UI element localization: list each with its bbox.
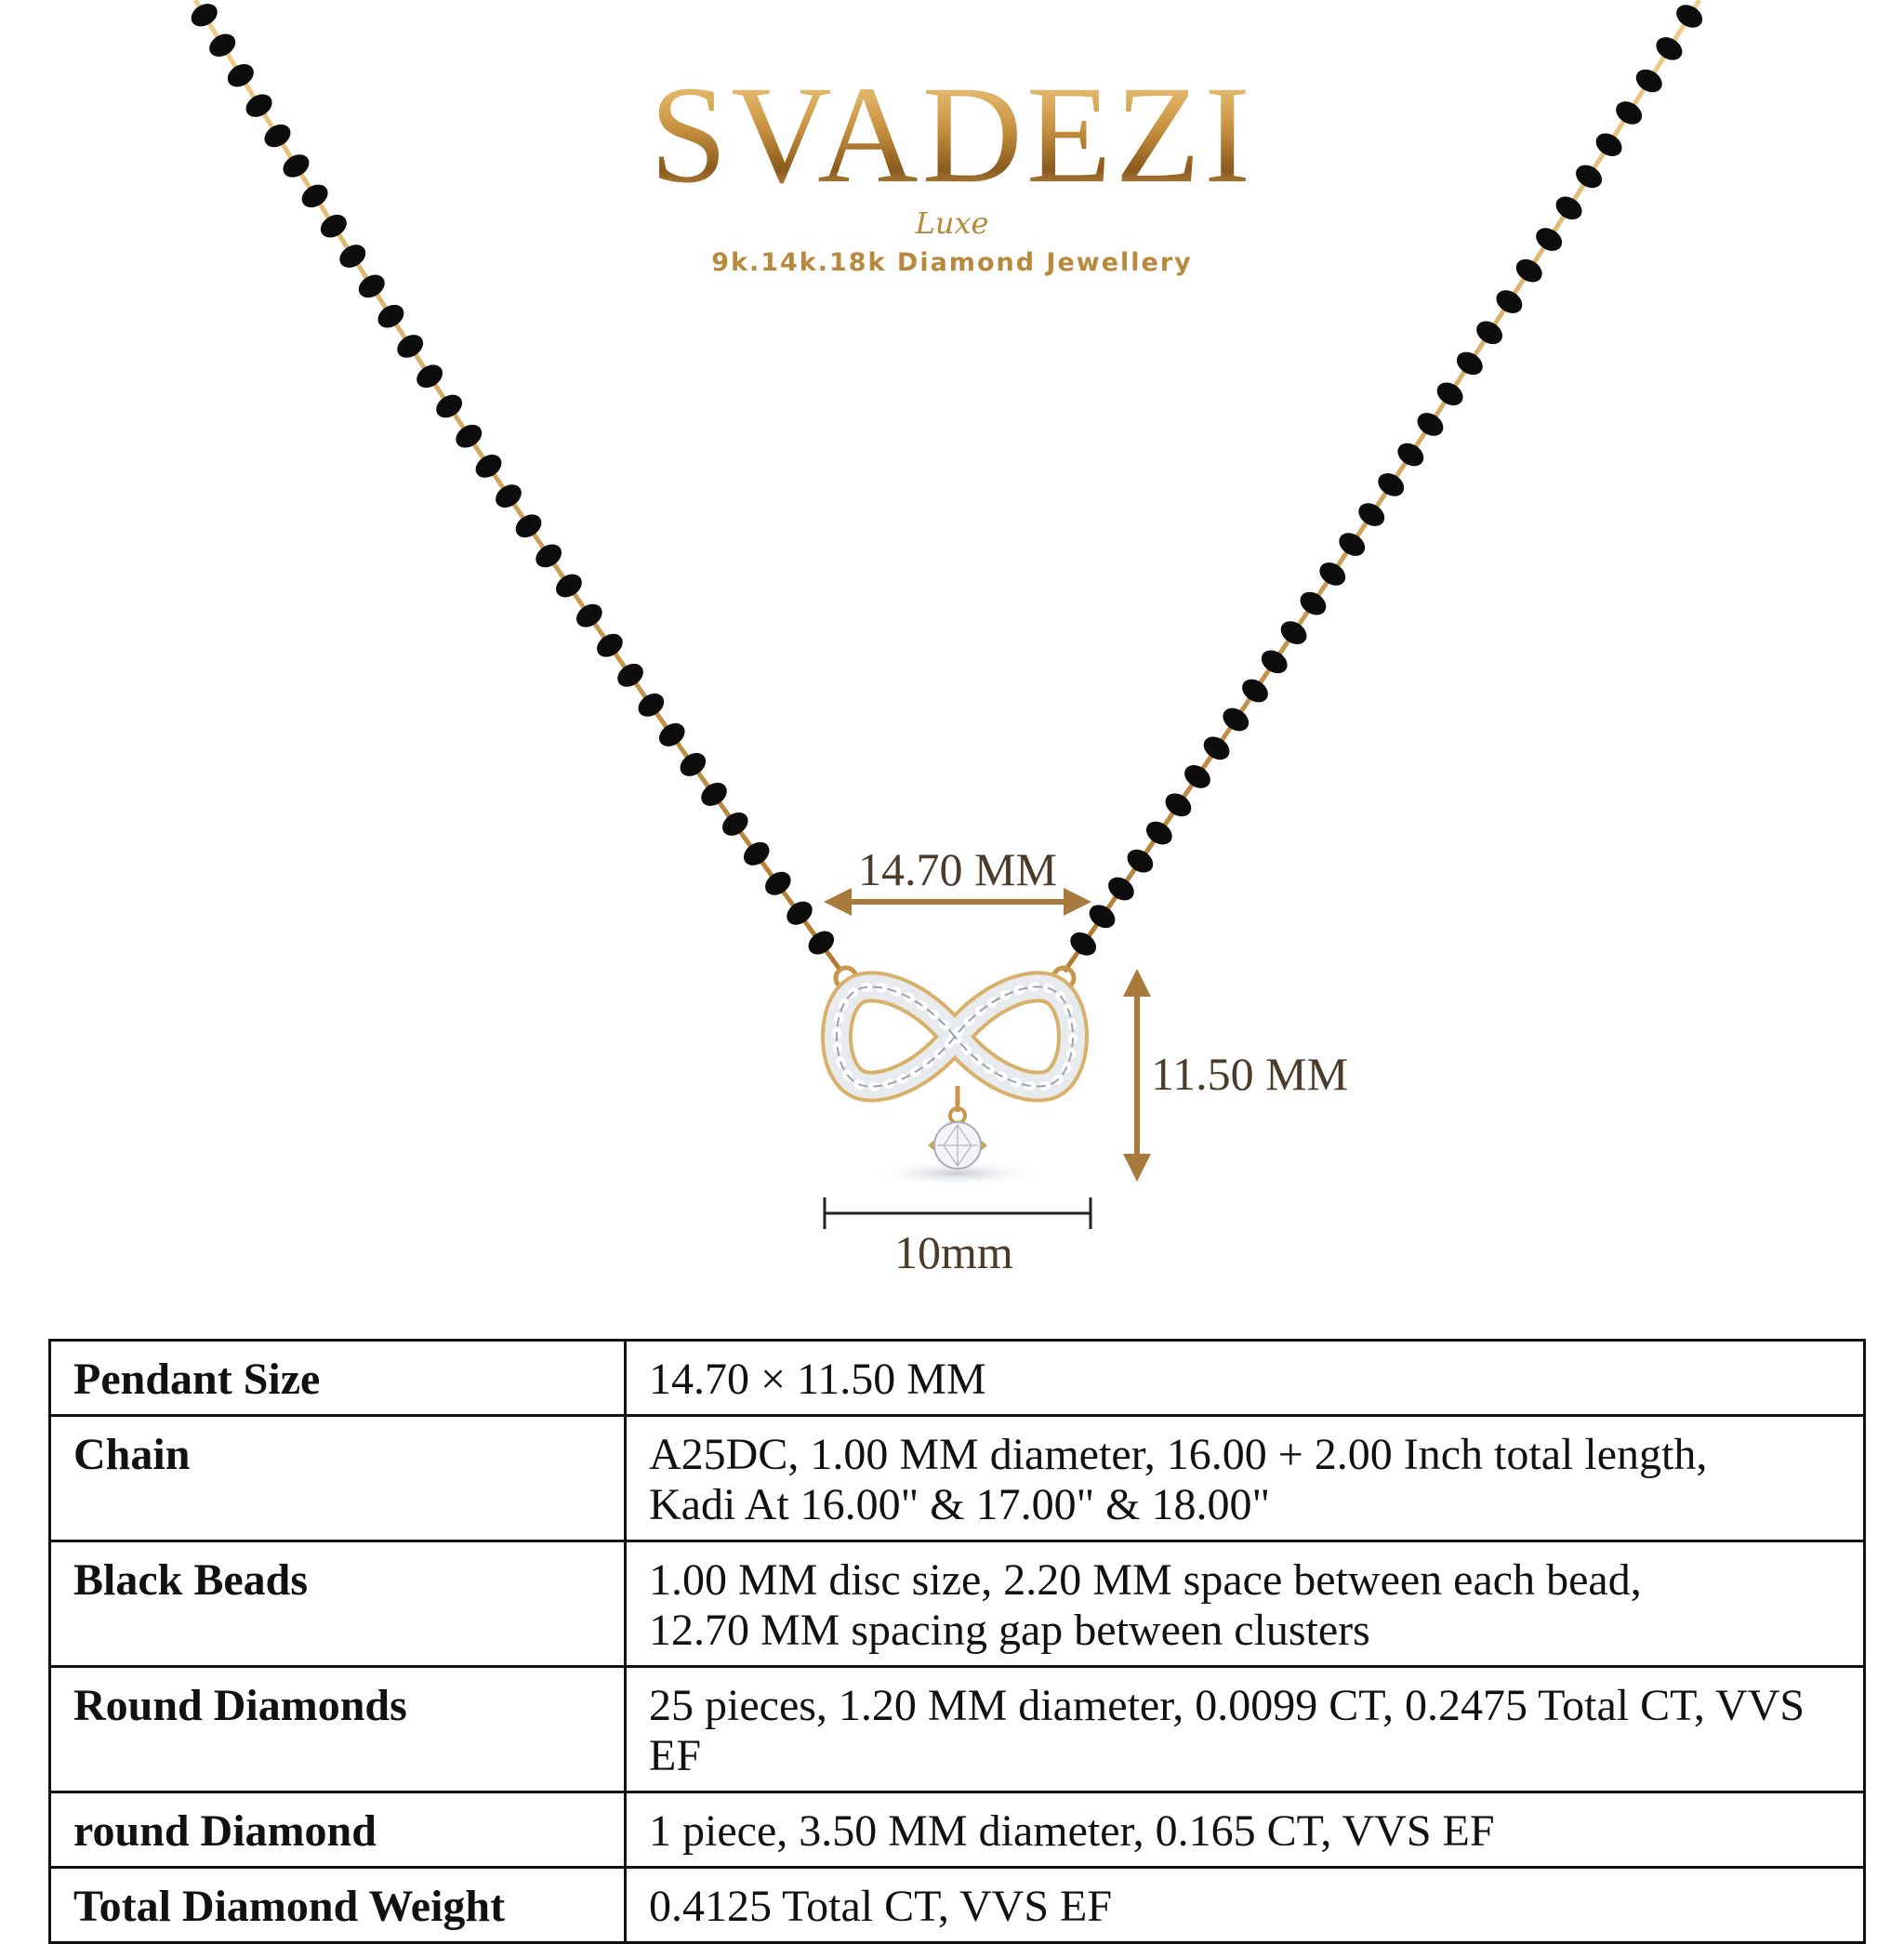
black-bead xyxy=(1673,0,1707,33)
black-bead xyxy=(1085,900,1119,932)
spec-row xyxy=(50,1341,1865,1416)
black-bead xyxy=(1394,439,1428,471)
black-bead xyxy=(739,838,774,870)
black-bead xyxy=(1161,788,1196,821)
black-bead xyxy=(634,689,668,721)
spec-table xyxy=(48,1339,1866,1944)
spec-value-line: 12.70 MM spacing gap between clusters xyxy=(649,1606,1370,1655)
black-bead xyxy=(374,300,408,333)
spec-value xyxy=(626,1416,1865,1541)
black-bead xyxy=(452,420,486,453)
black-bead xyxy=(782,896,816,929)
base-measure-line xyxy=(825,1197,1091,1229)
black-bead xyxy=(760,867,795,900)
black-bead xyxy=(511,509,546,542)
black-bead xyxy=(1123,845,1157,878)
spec-value-line: 1.00 MM disc size, 2.20 MM space between each bead, xyxy=(649,1555,1642,1605)
base-label: 10mm xyxy=(894,1226,1013,1278)
spec-label: Chain xyxy=(50,1416,626,1541)
black-bead xyxy=(1374,469,1408,501)
spec-value-line: 25 pieces, 1.20 MM diameter, 0.0099 CT, 0.2475 Total CT, VVS EF xyxy=(649,1681,1805,1780)
black-bead xyxy=(572,600,606,632)
spec-value-line: 1 piece, 3.50 MM diameter, 0.165 CT, VVS EF xyxy=(649,1806,1495,1856)
black-bead xyxy=(1413,408,1448,441)
brand-name: SVADEZI xyxy=(0,65,1904,205)
black-bead xyxy=(592,629,627,662)
spec-value xyxy=(626,1792,1865,1868)
black-bead xyxy=(1433,377,1467,410)
black-bead xyxy=(676,748,710,781)
spec-value xyxy=(626,1667,1865,1792)
black-bead xyxy=(1355,498,1389,531)
black-bead xyxy=(1142,816,1176,849)
spec-value-line: Kadi At 16.00" & 17.00" & 18.00" xyxy=(649,1480,1271,1529)
brand-sub: Luxe xyxy=(915,205,989,241)
spec-label: round Diamond xyxy=(50,1792,626,1868)
spec-row xyxy=(50,1667,1865,1792)
spec-row xyxy=(50,1541,1865,1667)
black-bead xyxy=(393,330,428,363)
black-bead xyxy=(1066,928,1101,960)
black-bead xyxy=(1180,760,1214,793)
black-bead xyxy=(1257,645,1291,678)
black-bead xyxy=(613,659,647,692)
black-bead xyxy=(532,539,566,572)
black-bead xyxy=(1296,588,1330,620)
black-bead xyxy=(1452,348,1487,380)
black-bead xyxy=(1652,33,1686,65)
black-bead xyxy=(205,30,240,61)
black-bead xyxy=(1335,528,1369,561)
black-bead xyxy=(1276,616,1311,649)
black-bead xyxy=(1199,732,1234,764)
black-bead xyxy=(1237,675,1272,708)
spec-value-line: 0.4125 Total CT, VVS EF xyxy=(649,1882,1113,1931)
black-bead xyxy=(1473,316,1507,349)
black-bead xyxy=(1104,872,1138,905)
height-label: 11.50 MM xyxy=(1151,1048,1349,1100)
black-bead xyxy=(491,480,525,512)
spec-label: Black Beads xyxy=(50,1541,626,1667)
black-bead xyxy=(718,808,752,840)
brand-tagline: 9k.14k.18k Diamond Jewellery xyxy=(711,248,1193,277)
width-label: 14.70 MM xyxy=(858,843,1057,895)
black-bead xyxy=(654,719,689,751)
black-bead xyxy=(413,360,447,392)
black-bead xyxy=(432,390,467,423)
spec-value xyxy=(626,1341,1865,1416)
spec-value xyxy=(626,1868,1865,1943)
spec-row xyxy=(50,1416,1865,1541)
black-bead xyxy=(551,570,586,602)
spec-value xyxy=(626,1541,1865,1667)
black-bead xyxy=(1492,285,1527,318)
spec-row xyxy=(50,1868,1865,1943)
black-bead xyxy=(696,778,731,811)
brand-logo xyxy=(0,58,1904,279)
infinity-pendant xyxy=(837,986,1073,1170)
spec-row xyxy=(50,1792,1865,1868)
black-bead xyxy=(471,450,506,483)
spec-value-line: 14.70 × 11.50 MM xyxy=(649,1355,986,1404)
black-bead xyxy=(1316,558,1350,590)
spec-label: Total Diamond Weight xyxy=(50,1868,626,1943)
spec-label: Round Diamonds xyxy=(50,1667,626,1792)
black-bead xyxy=(187,0,221,31)
spec-label: Pendant Size xyxy=(50,1341,626,1416)
spec-value-line: A25DC, 1.00 MM diameter, 16.00 + 2.00 Inch total length, xyxy=(649,1430,1708,1479)
black-bead xyxy=(1219,703,1253,735)
